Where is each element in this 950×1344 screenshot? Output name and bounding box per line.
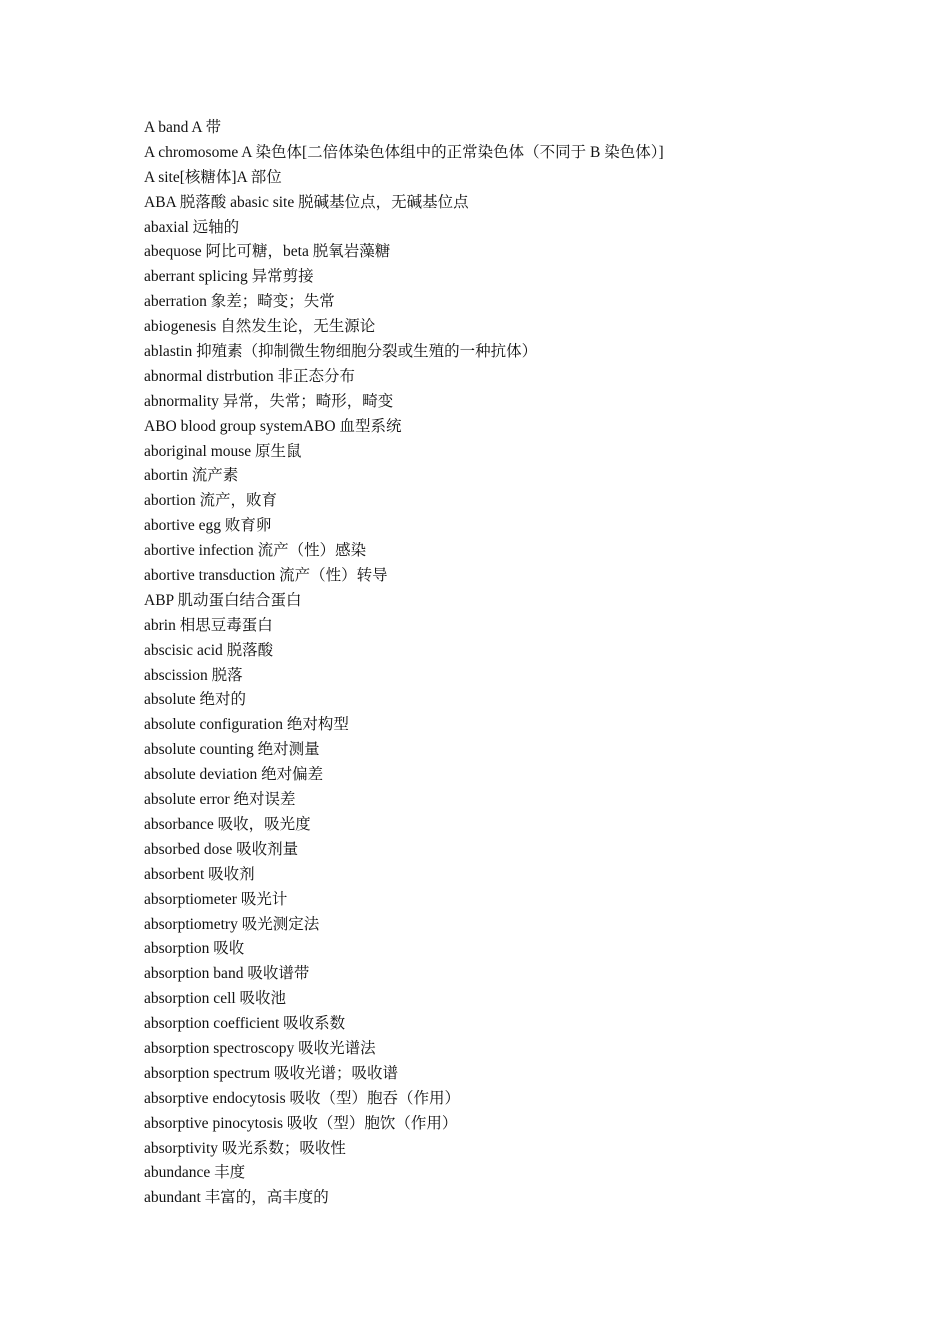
glossary-entry: absorbed dose 吸收剂量 xyxy=(144,840,299,858)
glossary-entry: absorption band 吸收谱带 xyxy=(144,965,310,983)
glossary-entry: abortive infection 流产（性）感染 xyxy=(144,542,367,560)
glossary-entry: abortive egg 败育卵 xyxy=(144,517,272,535)
glossary-entry: abortive transduction 流产（性）转导 xyxy=(144,567,388,585)
glossary-entry: abaxial 远轴的 xyxy=(144,218,240,236)
glossary-entry: absorptivity 吸光系数；吸收性 xyxy=(144,1139,346,1157)
glossary-list xyxy=(144,116,904,1211)
glossary-entry: absolute deviation 绝对偏差 xyxy=(144,766,324,784)
glossary-entry: absorptive pinocytosis 吸收（型）胞饮（作用） xyxy=(144,1114,458,1132)
glossary-entry: absorptive endocytosis 吸收（型）胞吞（作用） xyxy=(144,1089,461,1107)
glossary-entry: absorption 吸收 xyxy=(144,940,245,958)
glossary-entry: abundant 丰富的，高丰度的 xyxy=(144,1189,329,1207)
glossary-entry: absolute counting 绝对测量 xyxy=(144,741,320,759)
glossary-entry: A chromosome A 染色体[二倍体染色体组中的正常染色体（不同于 B 染色体）] xyxy=(144,143,664,161)
glossary-entry: absolute configuration 绝对构型 xyxy=(144,716,349,734)
glossary-entry: abiogenesis 自然发生论，无生源论 xyxy=(144,318,376,336)
glossary-entry: absorption coefficient 吸收系数 xyxy=(144,1015,346,1033)
glossary-entry: absorptiometer 吸光计 xyxy=(144,890,288,908)
glossary-entry: ABO blood group systemABO 血型系统 xyxy=(144,417,402,435)
glossary-entry: absolute 绝对的 xyxy=(144,691,247,709)
glossary-entry: absorbent 吸收剂 xyxy=(144,865,255,883)
glossary-entry: A band A 带 xyxy=(144,119,222,136)
glossary-entry: abscission 脱落 xyxy=(144,666,243,684)
glossary-entry: absorptiometry 吸光测定法 xyxy=(144,915,320,933)
glossary-entry: absorption spectroscopy 吸收光谱法 xyxy=(144,1039,376,1057)
glossary-entry: ABA 脱落酸 abasic site 脱碱基位点，无碱基位点 xyxy=(144,193,469,211)
glossary-entry: abortin 流产素 xyxy=(144,467,239,485)
glossary-entry: A site[核糖体]A 部位 xyxy=(144,168,282,186)
glossary-entry: absorption cell 吸收池 xyxy=(144,990,287,1008)
glossary-entry: abrin 相思豆毒蛋白 xyxy=(144,616,273,634)
glossary-entry: absorption spectrum 吸收光谱；吸收谱 xyxy=(144,1064,399,1082)
glossary-entry: aberration 象差；畸变；失常 xyxy=(144,293,335,311)
glossary-entry: abnormality 异常，失常；畸形，畸变 xyxy=(144,392,394,410)
glossary-entry: abnormal distrbution 非正态分布 xyxy=(144,367,355,385)
glossary-entry: absolute error 绝对误差 xyxy=(144,791,296,809)
glossary-entry: aboriginal mouse 原生鼠 xyxy=(144,442,302,460)
glossary-entry: abequose 阿比可糖，beta 脱氧岩藻糖 xyxy=(144,243,391,261)
glossary-entry: aberrant splicing 异常剪接 xyxy=(144,268,314,286)
glossary-entry: ablastin 抑殖素（抑制微生物细胞分裂或生殖的一种抗体） xyxy=(144,343,538,361)
glossary-entry: absorbance 吸收，吸光度 xyxy=(144,815,311,833)
glossary-entry: abscisic acid 脱落酸 xyxy=(144,641,274,659)
glossary-entry: abundance 丰度 xyxy=(144,1164,246,1182)
glossary-entry: abortion 流产，败育 xyxy=(144,492,278,510)
glossary-entry: ABP 肌动蛋白结合蛋白 xyxy=(144,591,302,609)
